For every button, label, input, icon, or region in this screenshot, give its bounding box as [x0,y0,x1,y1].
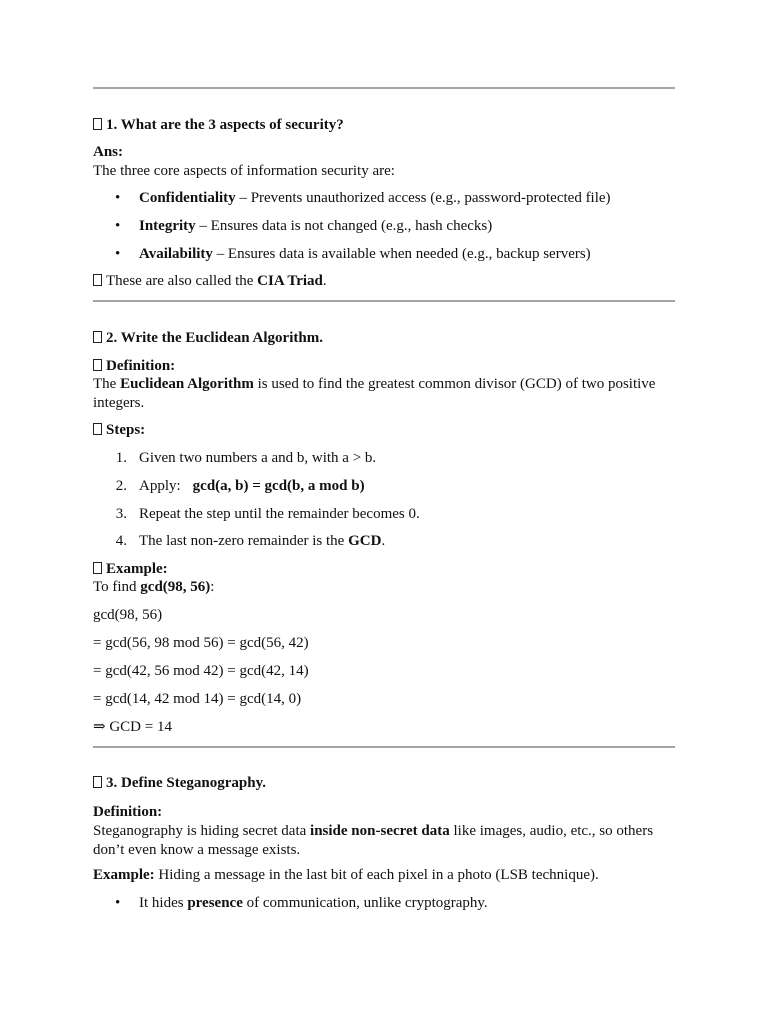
checkbox-icon [93,274,102,286]
calc-line: = gcd(42, 56 mod 42) = gcd(42, 14) [93,663,309,679]
q3-title: 3. Define Steganography. [106,775,267,791]
step-formula: gcd(a, b) = gcd(b, a mod b) [192,478,365,494]
q1-note [93,272,683,291]
checkbox-icon [93,331,102,343]
step-number: 2. [115,478,127,494]
divider [93,746,675,748]
q2-steps-label [93,421,683,440]
checkbox-icon [93,118,102,130]
checkbox-icon [93,423,102,435]
list-item-desc: – Prevents unauthorized access (e.g., password-protected file) [235,190,611,206]
list-item-term: Confidentiality [139,190,236,206]
calc-line: = gcd(14, 42 mod 14) = gcd(14, 0) [93,691,302,707]
def-text-post: like images, audio, etc., so others don’t even know a message exists. [93,823,654,858]
checkbox-icon [93,776,102,788]
example-text: Hiding a message in the last bit of each pixel in a photo (LSB technique). [154,867,599,883]
note-post: . [322,273,327,289]
q2-definition-label [93,357,683,376]
step-item [139,449,699,468]
q2-heading [93,329,683,348]
bullet-icon: • [115,190,121,206]
q3-example [93,866,683,885]
q3-heading [93,774,683,793]
definition-label: Definition: [93,804,163,820]
def-text-post: is used to find the greatest common divisor (GCD) of two positive integers. [93,376,656,411]
step-number: 4. [115,533,127,549]
list-item [139,189,699,208]
ans-label: Ans: [93,144,124,160]
step-text: Given two numbers a and b, with a > b. [139,450,377,466]
step-number: 1. [115,450,127,466]
q3-definition [93,803,683,860]
calc-result: ⇒ GCD = 14 [93,719,172,735]
list-item [139,894,699,913]
step-item [139,477,699,496]
step-bold: GCD [348,533,382,549]
list-item [139,245,699,264]
calc-line: gcd(98, 56) [93,607,163,623]
q2-example-intro [93,578,683,597]
list-item-desc: – Ensures data is not changed (e.g., hash checks) [195,218,493,234]
calc-line: = gcd(56, 98 mod 56) = gcd(56, 42) [93,635,309,651]
example-post: : [210,579,215,595]
q2-example-label [93,560,683,579]
def-text: The [93,376,121,392]
bullet-icon: • [115,218,121,234]
list-item-desc: – Ensures data is available when needed (e.g., backup servers) [212,246,591,262]
example-label: Example: [93,867,155,883]
q1-heading [93,116,683,135]
bullet-bold: presence [187,895,243,911]
step-text: Repeat the step until the remainder becomes 0. [139,506,420,522]
example-label: Example: [106,561,168,577]
def-text: Steganography is hiding secret data [93,823,311,839]
note-text: These are also called the [106,273,258,289]
def-bold: inside non-secret data [310,823,450,839]
step-text: Apply: [139,478,181,494]
bullet-text: It hides [139,895,188,911]
note-bold: CIA Triad [257,273,323,289]
steps-label: Steps: [106,422,146,438]
q1-answer [93,143,683,181]
q1-intro: The three core aspects of information security are: [93,163,395,179]
bullet-icon: • [115,246,121,262]
bullet-icon: • [115,895,121,911]
list-item-term: Availability [139,246,213,262]
divider [93,300,675,302]
list-item [139,217,699,236]
checkbox-icon [93,359,102,371]
definition-label: Definition: [106,358,176,374]
step-post: . [381,533,386,549]
example-text: To find [93,579,141,595]
q2-definition [93,375,683,413]
q2-title: 2. Write the Euclidean Algorithm. [106,330,323,346]
q1-title: 1. What are the 3 aspects of security? [106,117,344,133]
step-item [139,505,699,524]
divider [93,87,675,89]
def-bold: Euclidean Algorithm [120,376,254,392]
bullet-post: of communication, unlike cryptography. [242,895,488,911]
example-bold: gcd(98, 56) [140,579,211,595]
step-text: The last non-zero remainder is the [139,533,349,549]
step-item [139,532,699,551]
step-number: 3. [115,506,127,522]
checkbox-icon [93,562,102,574]
list-item-term: Integrity [139,218,196,234]
